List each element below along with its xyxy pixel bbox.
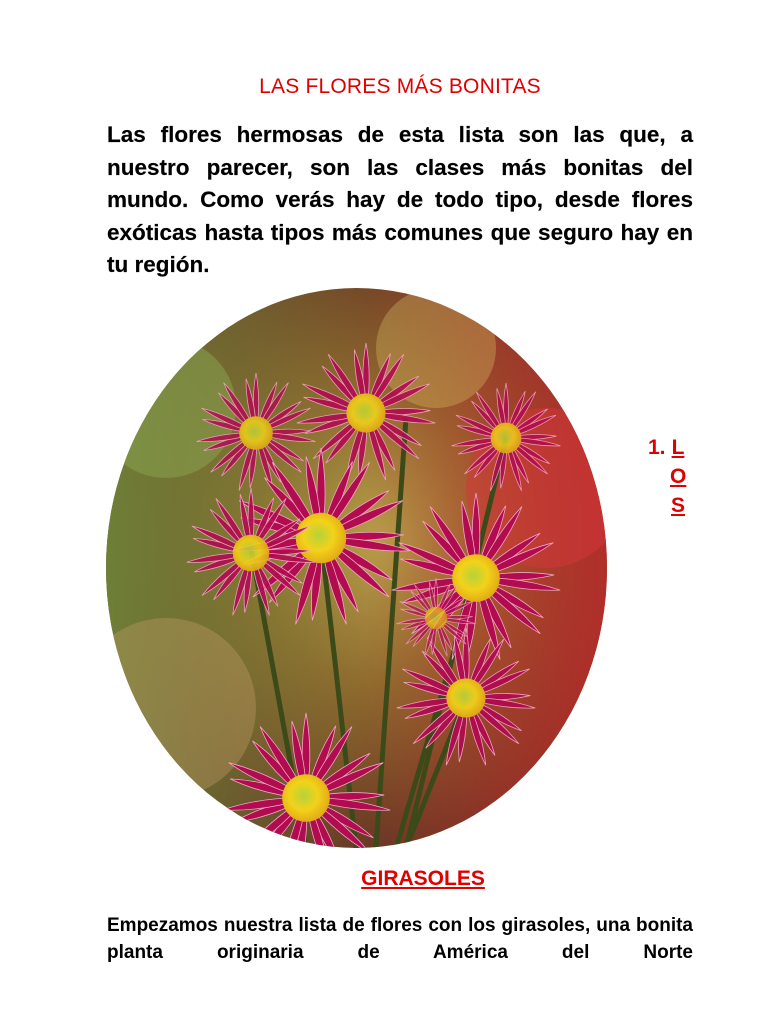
flower-center bbox=[446, 678, 485, 717]
section-heading-girasoles: GIRASOLES bbox=[361, 867, 485, 890]
numbered-list-marker bbox=[648, 433, 687, 517]
flower-center bbox=[233, 535, 269, 571]
section-body-text: Empezamos nuestra lista de flores con los girasoles, una bonita planta originaria de América del Norte bbox=[107, 915, 693, 963]
flower-center bbox=[452, 554, 500, 602]
flower-center bbox=[296, 513, 346, 563]
list-item-letters bbox=[670, 433, 686, 520]
flower-center bbox=[239, 416, 273, 450]
list-letter: O bbox=[670, 465, 687, 488]
flower-center bbox=[425, 607, 447, 629]
list-number: 1. bbox=[648, 436, 666, 459]
flower-center bbox=[282, 774, 330, 822]
intro-paragraph: Las flores hermosas de esta lista son las que, a nuestro parecer, son las clases más bonitas del mundo. Como verás hay de todo tipo, desde flores exóticas hasta tipos más comunes que seguro hay en tu región. bbox=[107, 122, 693, 277]
list-letter: L bbox=[671, 436, 685, 459]
page-title: LAS FLORES MÁS BONITAS bbox=[259, 75, 541, 98]
flower-center bbox=[491, 423, 522, 454]
flower-center bbox=[346, 393, 385, 432]
list-letter: S bbox=[670, 494, 685, 517]
flowers-photo bbox=[106, 288, 607, 848]
